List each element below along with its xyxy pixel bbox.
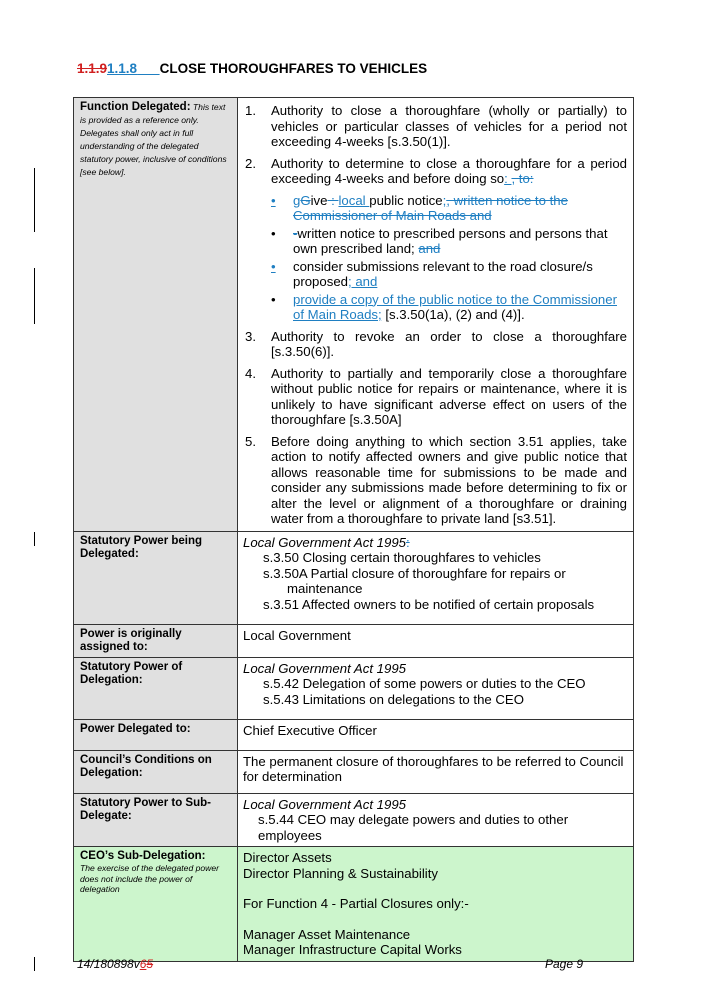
- act-name: Local Government Act 1995: [243, 534, 406, 550]
- change-bar: [34, 268, 35, 324]
- originally-assigned-label: Power is originally assigned to:: [80, 627, 182, 653]
- row-conditions: [74, 750, 634, 793]
- ceo-sub-delegation-label: CEO’s Sub-Delegation:: [80, 850, 206, 862]
- page-number: Page 9: [545, 957, 584, 971]
- bullet-list: [271, 193, 627, 323]
- function-list: [243, 103, 627, 527]
- heading-number-deleted: 1.1.9: [77, 61, 108, 76]
- label-cell: [74, 98, 238, 532]
- conditions-value: The permanent closure of thoroughfares to be referred to Council for determination: [243, 753, 624, 784]
- section-line: s.5.42 Delegation of some powers or duties to the CEO: [263, 676, 586, 691]
- originally-assigned-value: Local Government: [243, 627, 351, 643]
- section-line: s.3.50A Partial closure of thoroughfare for repairs or: [263, 565, 566, 581]
- list-item: 3. Authority to revoke an order to close a thoroughfare [s.3.50(6)].: [245, 328, 627, 359]
- section-line: maintenance: [287, 581, 363, 596]
- value-cell: [238, 98, 634, 532]
- delegated-to-value: Chief Executive Officer: [243, 722, 377, 738]
- list-item: 2. Authority to determine to close a thoroughfare for a period exceeding 4-weeks and before doing so: , to: • gGive : local public notice;, written notice to the Commissioner of Main Roads and • -written notice to prescribed persons and persons that own prescribed land; and • consider submissions relevant to the road closure/s proposed; and • provide a copy of the public notice to the Commissioner of Main Roads; [s.3.50(1a), (2) and (4)].: [245, 155, 627, 322]
- section-heading: [77, 61, 427, 76]
- list-item: 5. Before doing anything to which section 3.51 applies, take action to notify affected owners and give public notice that allows reasonable time for submissions to be made and consider any submissions made before determining to fix or alter the level or alignment of a thoroughfare or draining water from a thoroughfare to private land [s3.51].: [245, 433, 627, 526]
- function4-note: For Function 4 - Partial Closures only:-: [243, 896, 469, 911]
- document-reference: 14/180898v65: [77, 957, 154, 971]
- change-bar: [34, 957, 35, 971]
- bullet-item: • gGive : local public notice;, written notice to the Commissioner of Main Roads and: [271, 192, 568, 223]
- section-line: s.3.51 Affected owners to be notified of certain proposals: [263, 596, 595, 612]
- act-name: Local Government Act 1995: [243, 796, 406, 812]
- row-statutory-power: Statutory Power being Delegated: Local Government Act 1995: s.3.50 Closing certain thoroughfares to vehicles s.3.50A Partial closure of thoroughfare for repairs or maintenance s.3.51 Affected owners to be notified of certain proposals: [74, 531, 634, 624]
- function-delegated-note: This text is provided as a reference only. Delegates shall only act in full understanding of the delegated statutory power, inclusive of conditions [see below].: [80, 102, 227, 177]
- row-function-delegated: [74, 98, 634, 532]
- bullet-item: • provide a copy of the public notice to the Commissioner of Main Roads; [s.3.50(1a), (2) and (4)].: [271, 291, 617, 322]
- heading-number-inserted: 1.1.8: [107, 61, 138, 76]
- sub-delegate-power-label: Statutory Power to Sub-Delegate:: [80, 796, 211, 822]
- row-sub-delegate-power: [74, 793, 634, 847]
- bullet-item: • -written notice to prescribed persons and persons that own prescribed land; and: [271, 225, 608, 256]
- section-line: s.5.43 Limitations on delegations to the CEO: [263, 691, 524, 707]
- conditions-label: Council’s Conditions on Delegation:: [80, 753, 212, 779]
- row-statutory-delegation: [74, 657, 634, 719]
- function-delegated-label: Function Delegated:: [80, 101, 191, 113]
- ceo-sub-delegation-note: The exercise of the delegated power does not include the power of delegation: [80, 863, 220, 894]
- sub-delegate-line: Director Assets: [243, 850, 332, 865]
- section-line: s.5.44 CEO may delegate powers and duties to other employees: [258, 812, 569, 843]
- row-ceo-sub-delegation: [74, 847, 634, 962]
- row-originally-assigned: [74, 624, 634, 657]
- statutory-power-label: Statutory Power being Delegated:: [80, 534, 203, 560]
- act-name: Local Government Act 1995: [243, 660, 406, 676]
- sub-delegate-line: Director Planning & Sustainability: [243, 865, 438, 881]
- row-delegated-to: [74, 719, 634, 750]
- delegated-to-label: Power Delegated to:: [80, 722, 191, 735]
- list-item: 1. Authority to close a thoroughfare (wholly or partially) to vehicles or particular classes of vehicles for a period not exceeding 4-weeks [s.3.50(1)].: [245, 103, 627, 149]
- sub-delegate-line: Manager Infrastructure Capital Works: [243, 942, 462, 957]
- section-line: s.3.50 Closing certain thoroughfares to vehicles: [263, 550, 541, 565]
- change-bar: [34, 532, 35, 546]
- heading-title: CLOSE THOROUGHFARES TO VEHICLES: [159, 61, 428, 76]
- bullet-item: • consider submissions relevant to the road closure/s proposed; and: [271, 258, 593, 289]
- statutory-delegation-label: Statutory Power of Delegation:: [80, 660, 183, 686]
- list-item: 4. Authority to partially and temporarily close a thoroughfare without public notice for repairs or maintenance, where it is unlikely to have significant adverse effect on users of the thoroughfare [s.3.50A]: [245, 365, 627, 427]
- sub-delegate-line: Manager Asset Maintenance: [243, 926, 411, 942]
- change-bar: [34, 168, 35, 232]
- delegation-table: [73, 97, 634, 962]
